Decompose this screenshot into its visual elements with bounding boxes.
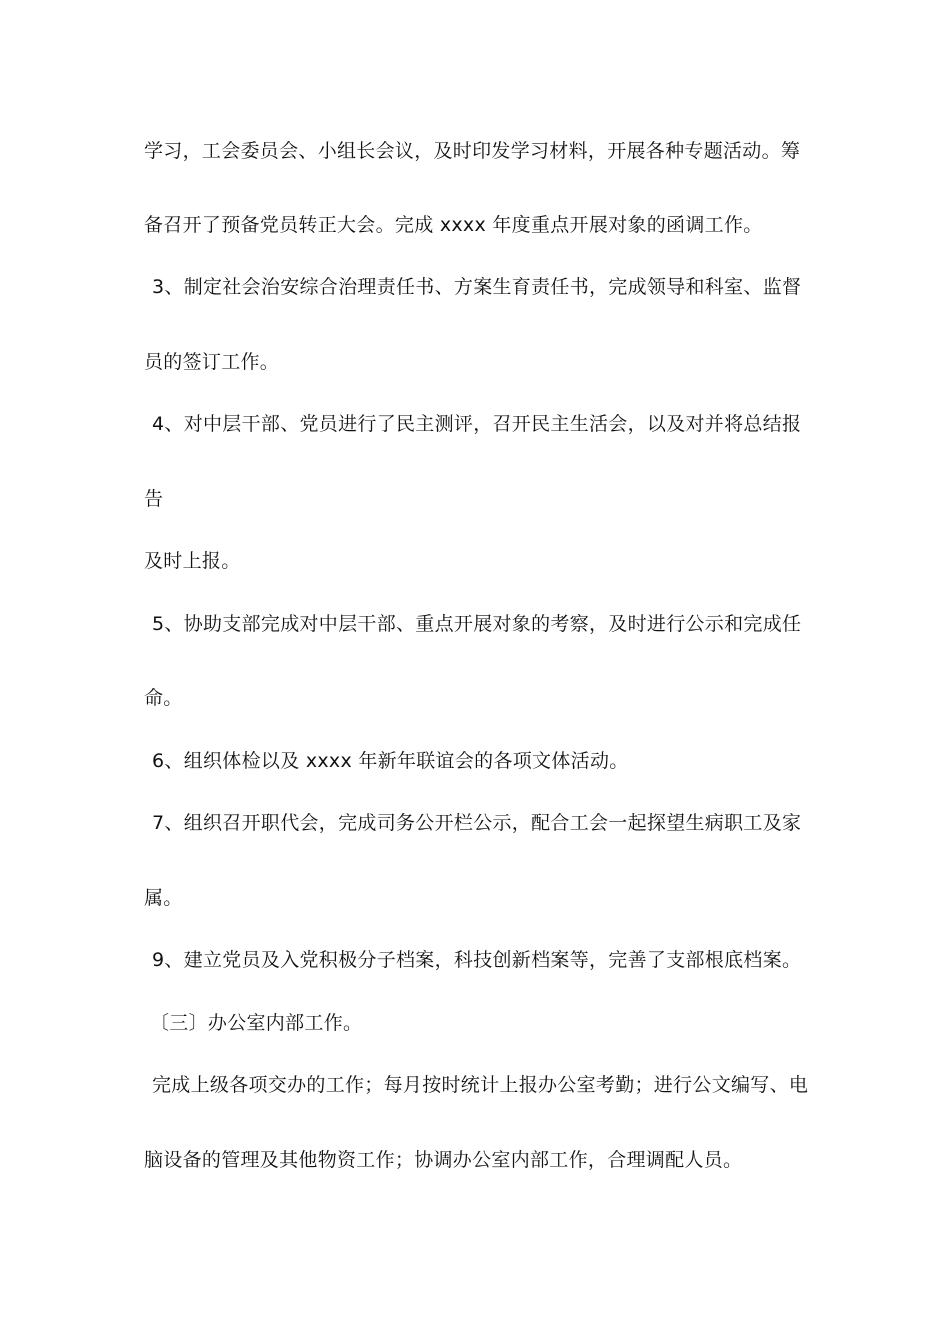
list-item-9: 9、建立党员及入党积极分子档案，科技创新档案等，完善了支部根底档案。 xyxy=(152,949,802,971)
paragraph-line: 命。 xyxy=(144,687,183,709)
paragraph-line: 完成上级各项交办的工作；每月按时统计上报办公室考勤；进行公文编写、电 xyxy=(152,1074,809,1096)
paragraph-line: 告 xyxy=(144,488,164,510)
list-item-4: 4、对中层干部、党员进行了民主测评，召开民主生活会，以及对并将总结报 xyxy=(152,413,802,435)
section-heading: 〔三〕办公室内部工作。 xyxy=(150,1012,363,1034)
paragraph-line: 及时上报。 xyxy=(144,550,241,572)
paragraph-line: 属。 xyxy=(144,887,183,909)
list-item-6: 6、组织体检以及 xxxx 年新年联谊会的各项文体活动。 xyxy=(152,750,629,772)
paragraph-line: 备召开了预备党员转正大会。完成 xxxx 年度重点开展对象的函调工作。 xyxy=(144,214,763,236)
list-item-3: 3、制定社会治安综合治理责任书、方案生育责任书，完成领导和科室、监督 xyxy=(152,276,802,298)
list-item-5: 5、协助支部完成对中层干部、重点开展对象的考察，及时进行公示和完成任 xyxy=(152,613,802,635)
paragraph-line: 员的签订工作。 xyxy=(144,351,280,373)
paragraph-line: 脑设备的管理及其他物资工作；协调办公室内部工作，合理调配人员。 xyxy=(144,1149,743,1171)
list-item-7: 7、组织召开职代会，完成司务公开栏公示，配合工会一起探望生病职工及家 xyxy=(152,812,802,834)
paragraph-line: 学习，工会委员会、小组长会议，及时印发学习材料，开展各种专题活动。筹 xyxy=(144,140,801,162)
